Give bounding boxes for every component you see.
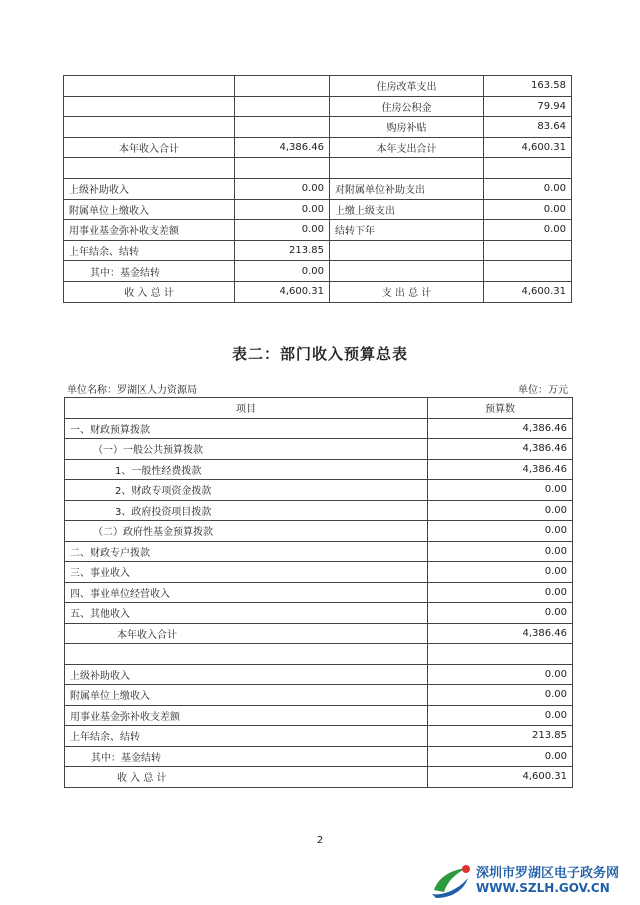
table-cell xyxy=(64,96,235,117)
table-cell: 上年结余、结转 xyxy=(64,240,235,261)
table-cell: 2、财政专项资金拨款 xyxy=(65,480,428,501)
table-cell xyxy=(64,76,235,97)
table-row xyxy=(65,418,573,439)
table-row xyxy=(64,240,572,261)
table-cell: 0.00 xyxy=(428,664,573,685)
table-cell: 结转下年 xyxy=(330,220,484,241)
table-cell xyxy=(235,158,330,179)
table-cell: 4,600.31 xyxy=(235,281,330,302)
table-cell: （二）政府性基金预算拨款 xyxy=(65,521,428,542)
table-row xyxy=(65,562,573,583)
table-cell xyxy=(235,96,330,117)
table-cell: 0.00 xyxy=(428,500,573,521)
table-row xyxy=(64,220,572,241)
table-cell: 附属单位上缴收入 xyxy=(65,685,428,706)
table-cell: 收 入 总 计 xyxy=(64,281,235,302)
table-cell: 其中：基金结转 xyxy=(65,746,428,767)
table-cell: 本年收入合计 xyxy=(65,623,428,644)
table-cell: 4,386.46 xyxy=(428,623,573,644)
table-cell xyxy=(330,261,484,282)
table-row xyxy=(65,541,573,562)
table-cell: 一、财政预算拨款 xyxy=(65,418,428,439)
table-cell: 0.00 xyxy=(428,480,573,501)
table-cell xyxy=(235,117,330,138)
table-cell: 0.00 xyxy=(428,603,573,624)
table-cell: 83.64 xyxy=(484,117,572,138)
table-row xyxy=(65,623,573,644)
table-cell: 上级补助收入 xyxy=(64,178,235,199)
table-cell xyxy=(64,117,235,138)
table-cell: 0.00 xyxy=(428,705,573,726)
table-cell: 0.00 xyxy=(428,562,573,583)
table-cell: 3、政府投资项目拨款 xyxy=(65,500,428,521)
table-cell xyxy=(484,158,572,179)
table-row xyxy=(65,664,573,685)
table-cell: 0.00 xyxy=(235,261,330,282)
income-expense-summary-table xyxy=(63,75,572,303)
table-row xyxy=(65,603,573,624)
table-cell xyxy=(235,76,330,97)
table-cell: 上年结余、结转 xyxy=(65,726,428,747)
table-row xyxy=(65,521,573,542)
table-cell: 79.94 xyxy=(484,96,572,117)
table-cell: 上缴上级支出 xyxy=(330,199,484,220)
table-cell xyxy=(428,644,573,665)
table-row xyxy=(64,281,572,302)
column-header: 预算数 xyxy=(428,398,573,419)
table-cell: 0.00 xyxy=(428,521,573,542)
page-number: 2 xyxy=(316,835,324,846)
table-cell: 0.00 xyxy=(428,685,573,706)
table-row xyxy=(65,705,573,726)
table-cell: 上级补助收入 xyxy=(65,664,428,685)
table-cell: 4,386.46 xyxy=(428,439,573,460)
table-cell: 其中：基金结转 xyxy=(64,261,235,282)
table-cell: 二、财政专户拨款 xyxy=(65,541,428,562)
logo-url: WWW.SZLH.GOV.CN xyxy=(476,881,610,895)
table-cell: 五、其他收入 xyxy=(65,603,428,624)
table-cell: 4,386.46 xyxy=(428,418,573,439)
table-cell: 0.00 xyxy=(235,220,330,241)
table-cell: 4,386.46 xyxy=(235,137,330,158)
table-cell: 213.85 xyxy=(428,726,573,747)
table-row xyxy=(65,644,573,665)
table-cell xyxy=(484,240,572,261)
table-row xyxy=(65,459,573,480)
table-cell xyxy=(65,644,428,665)
table-title: 表二：部门收入预算总表 xyxy=(231,345,408,363)
table-row xyxy=(65,500,573,521)
table-cell: 住房公积金 xyxy=(330,96,484,117)
table-row xyxy=(64,158,572,179)
table-row xyxy=(65,480,573,501)
table-row xyxy=(64,96,572,117)
table-cell: 4,386.46 xyxy=(428,459,573,480)
unit-name: 单位名称：罗湖区人力资源局 xyxy=(67,385,197,396)
table-row xyxy=(65,439,573,460)
column-header: 项目 xyxy=(65,398,428,419)
table-header-row xyxy=(65,398,573,419)
unit-currency: 单位：万元 xyxy=(518,385,568,396)
table-cell: 住房改革支出 xyxy=(330,76,484,97)
table-row xyxy=(64,178,572,199)
table-row xyxy=(65,582,573,603)
table-cell xyxy=(64,158,235,179)
table-cell: 支 出 总 计 xyxy=(330,281,484,302)
table-cell: 4,600.31 xyxy=(484,281,572,302)
table-row xyxy=(64,117,572,138)
table-cell: 附属单位上缴收入 xyxy=(64,199,235,220)
table-cell: 三、事业收入 xyxy=(65,562,428,583)
logo-title: 深圳市罗湖区电子政务网 xyxy=(476,866,620,881)
table-cell: 四、事业单位经营收入 xyxy=(65,582,428,603)
table-cell: 对附属单位补助支出 xyxy=(330,178,484,199)
table-cell: 4,600.31 xyxy=(484,137,572,158)
table-cell: 0.00 xyxy=(484,220,572,241)
site-logo[interactable] xyxy=(428,860,638,900)
table-cell: 0.00 xyxy=(428,541,573,562)
department-income-budget-table xyxy=(64,397,573,788)
table-cell: 0.00 xyxy=(428,746,573,767)
table-cell: （一）一般公共预算拨款 xyxy=(65,439,428,460)
table-cell: 购房补贴 xyxy=(330,117,484,138)
table-cell xyxy=(330,158,484,179)
table-cell: 用事业基金弥补收支差额 xyxy=(65,705,428,726)
table-cell: 0.00 xyxy=(235,199,330,220)
table-row xyxy=(65,685,573,706)
logo-swoosh-icon xyxy=(428,860,472,900)
table-cell xyxy=(330,240,484,261)
table-cell: 收 入 总 计 xyxy=(65,767,428,788)
table-row xyxy=(65,746,573,767)
table-row xyxy=(64,261,572,282)
table-cell: 本年收入合计 xyxy=(64,137,235,158)
table-cell: 用事业基金弥补收支差额 xyxy=(64,220,235,241)
table-cell: 4,600.31 xyxy=(428,767,573,788)
table-row xyxy=(64,199,572,220)
table-row xyxy=(64,76,572,97)
table-cell: 0.00 xyxy=(428,582,573,603)
table-cell: 213.85 xyxy=(235,240,330,261)
table-cell: 0.00 xyxy=(484,199,572,220)
table-cell: 163.58 xyxy=(484,76,572,97)
table-cell: 0.00 xyxy=(235,178,330,199)
table-row xyxy=(65,767,573,788)
table-cell xyxy=(484,261,572,282)
table-row xyxy=(65,726,573,747)
table-cell: 本年支出合计 xyxy=(330,137,484,158)
table-row xyxy=(64,137,572,158)
table-cell: 0.00 xyxy=(484,178,572,199)
table-cell: 1、一般性经费拨款 xyxy=(65,459,428,480)
